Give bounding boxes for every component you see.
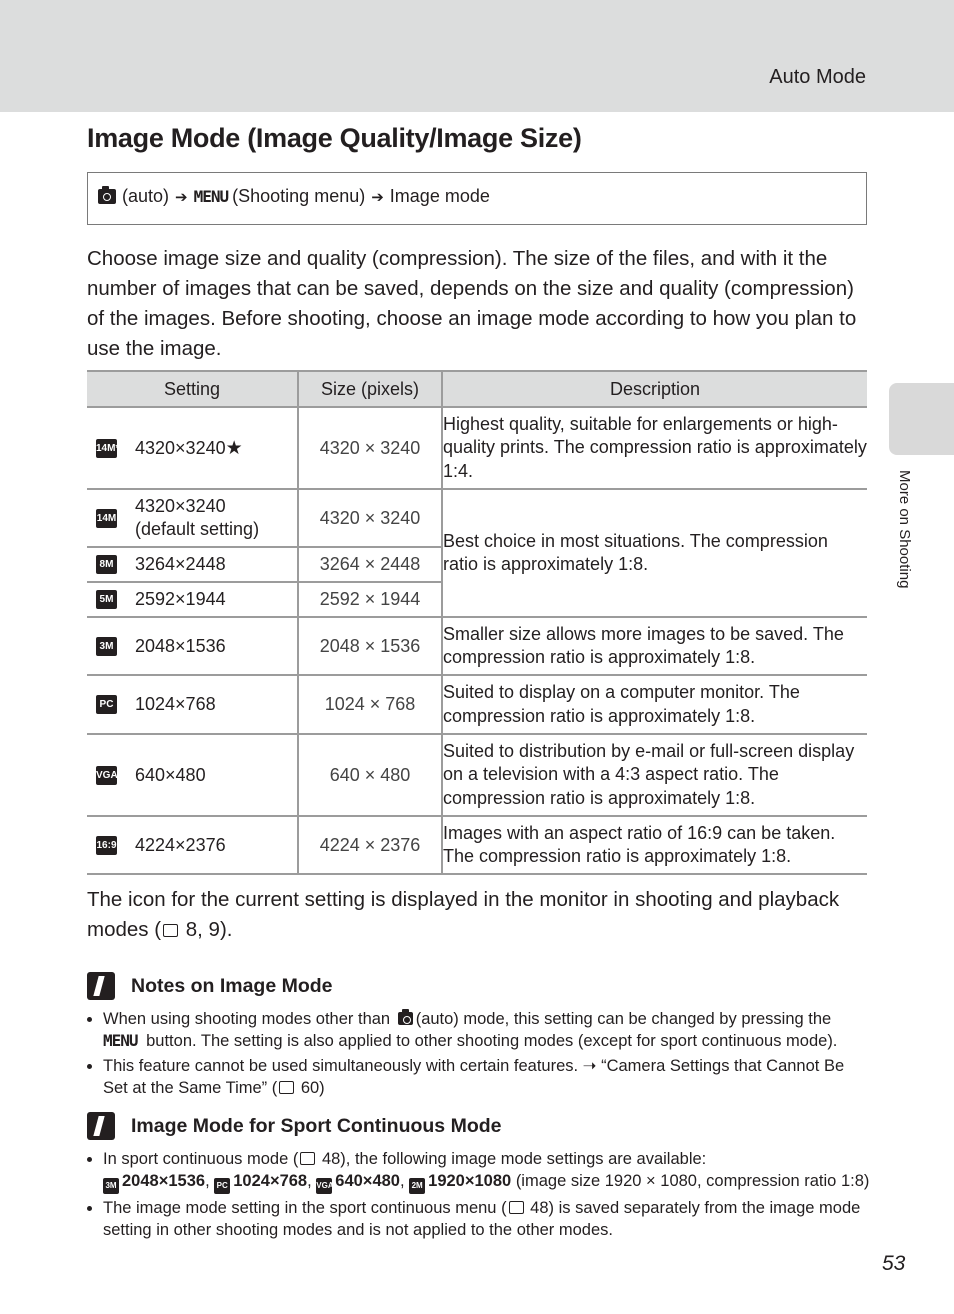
- arrow-right-icon: ➔: [371, 188, 384, 206]
- note-image-mode: [87, 972, 872, 1102]
- page-reference: 60): [300, 1079, 325, 1097]
- path-target: Image mode: [389, 186, 490, 206]
- option-value: 640×480: [335, 1172, 400, 1190]
- note-text: (auto) mode, this setting can be changed by pressing the: [415, 1010, 832, 1028]
- book-reference-icon: [163, 924, 178, 937]
- page-reference: 8, 9).: [185, 918, 233, 941]
- note-text: (image size 1920 × 1080, compression ratio 1:8): [515, 1172, 870, 1190]
- description: Images with an aspect ratio of 16:9 can be taken. The compression ratio is approximately 1:8.: [442, 816, 867, 874]
- after-table-text: [87, 885, 847, 945]
- section-title: Auto Mode: [769, 66, 866, 88]
- mode-14m-star-icon: 14M*: [96, 439, 117, 458]
- mode-vga-icon: VGA: [316, 1178, 332, 1194]
- note-text: In sport continuous mode (: [103, 1150, 299, 1168]
- side-tab: [889, 383, 954, 455]
- option-value: 2048×1536: [122, 1172, 206, 1190]
- note-title: Image Mode for Sport Continuous Mode: [131, 1114, 502, 1137]
- option-value: 1920×1080: [428, 1172, 512, 1190]
- mode-8m-icon: 8M: [96, 555, 117, 574]
- mode-16-9-2m-icon: 2M: [409, 1178, 425, 1194]
- book-reference-icon: [300, 1152, 315, 1165]
- side-tab-label: More on Shooting: [896, 470, 913, 589]
- mode-3m-icon: 3M: [96, 637, 117, 656]
- table-row: [87, 734, 867, 816]
- note-icon: [87, 1112, 115, 1140]
- header-description: Description: [442, 371, 867, 407]
- size-value: 2592 × 1944: [298, 582, 442, 617]
- list-item: • In sport continuous mode ( 48), the following image mode settings are available: 3M 2048×1536, PC 1024×768, VGA 640×480, 2M 1920×1080 (image size 1920 × 1080, compression ratio 1:8): [103, 1148, 872, 1194]
- setting-value: 2048×1536: [135, 635, 226, 656]
- camera-icon: [98, 189, 116, 204]
- setting-value: 1024×768: [135, 694, 216, 714]
- size-value: 4320 × 3240: [298, 407, 442, 489]
- list-item: [103, 1008, 872, 1052]
- header-setting: Setting: [87, 371, 298, 407]
- setting-note: (default setting): [135, 519, 260, 539]
- description: Highest quality, suitable for enlargements or high-quality prints. The compression ratio is approximately 1:4.: [442, 407, 867, 489]
- mode-16-9-icon: 16:9: [96, 836, 117, 855]
- after-table-sentence: The icon for the current setting is displayed in the monitor in shooting and playback modes (: [87, 888, 840, 941]
- list-item: [103, 1197, 872, 1241]
- mode-pc-icon: PC: [96, 695, 117, 714]
- setting-value: 4320×3240: [135, 437, 226, 458]
- intro-paragraph: Choose image size and quality (compression). The size of the files, and with it the number of images that can be saved, depends on the size and quality (compression) of the images. Before shooting, choose an image mode according to how you plan to use the image.: [87, 247, 857, 360]
- table-row: [87, 617, 867, 675]
- note-text: This feature cannot be used simultaneously with certain features. ➝ “Camera Settings that Cannot Be Set at the Same Time” (: [103, 1057, 845, 1097]
- table-row: [87, 407, 867, 489]
- mode-pc-icon: PC: [214, 1178, 230, 1194]
- setting-value: 640×480: [135, 764, 206, 785]
- size-value: 640 × 480: [298, 734, 442, 816]
- page-title: Image Mode (Image Quality/Image Size): [87, 123, 582, 153]
- camera-icon: [398, 1012, 413, 1025]
- star-icon: ★: [225, 437, 243, 459]
- path-auto: (auto): [122, 186, 170, 206]
- image-mode-table: [87, 370, 867, 875]
- setting-value: 3264×2448: [135, 554, 226, 574]
- path-shooting-menu: (Shooting menu): [232, 186, 366, 206]
- option-value: 1024×768: [233, 1172, 308, 1190]
- table-row: [87, 675, 867, 734]
- description: Smaller size allows more images to be saved. The compression ratio is approximately 1:8.: [442, 617, 867, 675]
- mode-vga-icon: VGA: [96, 766, 117, 785]
- description: Suited to distribution by e-mail or full-screen display on a television with a 4:3 aspect ratio. The compression ratio is approximately 1:8.: [442, 734, 867, 816]
- setting-value: 4320×3240: [135, 496, 226, 516]
- setting-value: 2592×1944: [135, 589, 226, 609]
- note-icon: [87, 972, 115, 1000]
- size-value: 4224 × 2376: [298, 816, 442, 874]
- size-value: 3264 × 2448: [298, 547, 442, 582]
- setting-value: 4224×2376: [135, 834, 226, 855]
- table-row: [87, 489, 867, 547]
- size-value: 1024 × 768: [298, 675, 442, 734]
- page-number: 53: [882, 1252, 906, 1275]
- mode-5m-icon: 5M: [96, 590, 117, 609]
- table-row: [87, 816, 867, 874]
- size-value: 4320 × 3240: [298, 489, 442, 547]
- arrow-right-icon: ➔: [175, 188, 188, 206]
- header-size: Size (pixels): [298, 371, 442, 407]
- book-reference-icon: [279, 1081, 294, 1094]
- menu-path-box: [87, 172, 867, 225]
- note-sport-continuous: [87, 1112, 872, 1244]
- size-value: 2048 × 1536: [298, 617, 442, 675]
- description: Best choice in most situations. The compression ratio is approximately 1:8.: [442, 489, 867, 617]
- mode-3m-icon: 3M: [103, 1178, 119, 1194]
- note-text: The image mode setting in the sport continuous menu (: [103, 1199, 507, 1217]
- list-item: [103, 1055, 872, 1099]
- menu-button-icon: MENU: [103, 1031, 138, 1050]
- header-band: [0, 0, 954, 112]
- note-text: When using shooting modes other than: [103, 1010, 391, 1028]
- mode-14m-icon: 14M: [96, 509, 117, 528]
- note-title: Notes on Image Mode: [131, 974, 333, 997]
- menu-button-icon: MENU: [193, 187, 229, 206]
- note-text: 48), the following image mode settings are available:: [321, 1150, 707, 1168]
- description: Suited to display on a computer monitor. The compression ratio is approximately 1:8.: [442, 675, 867, 734]
- note-text: 48) is saved separately from the image mode setting in other shooting modes and is not applied to the other modes.: [103, 1199, 861, 1239]
- book-reference-icon: [509, 1201, 524, 1214]
- note-text: button. The setting is also applied to other shooting modes (except for sport continuous mode).: [146, 1032, 838, 1050]
